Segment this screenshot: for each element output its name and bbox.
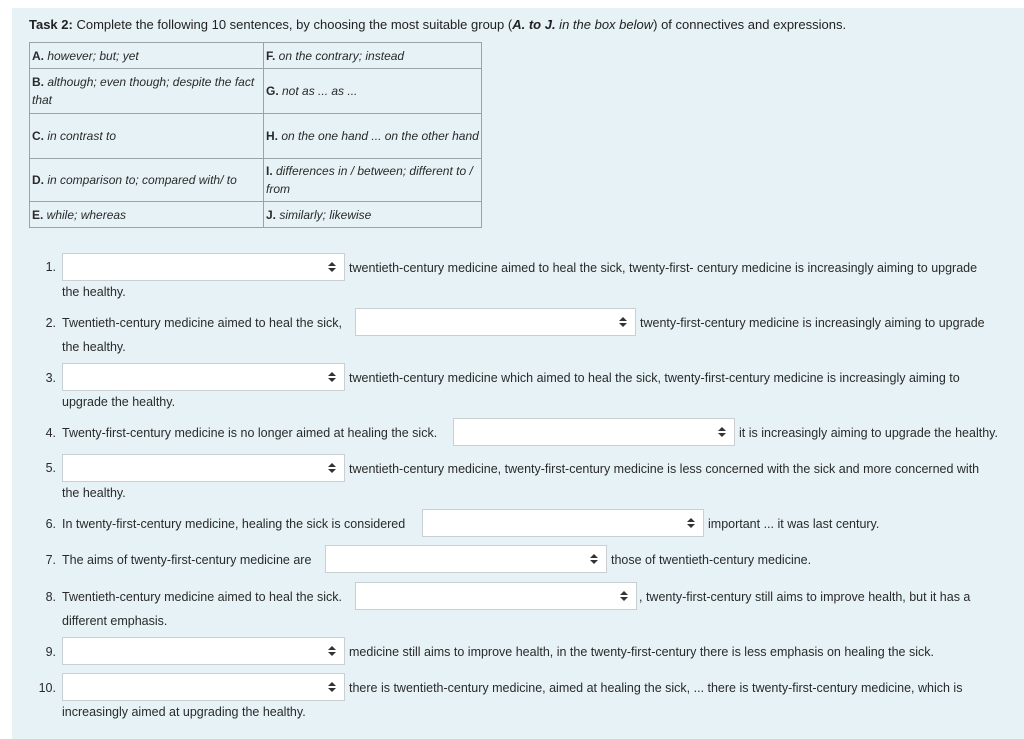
box-item-c: C. in contrast to [30, 114, 264, 159]
chevron-updown-icon [328, 372, 336, 384]
box-item-j: J. similarly; likewise [264, 202, 482, 228]
question-8-select[interactable] [355, 582, 637, 610]
question-2-select[interactable] [355, 308, 636, 336]
chevron-updown-icon [328, 682, 336, 694]
box-item-b: B. although; even though; despite the fact that [30, 69, 264, 114]
question-9-select[interactable] [62, 637, 345, 665]
box-item-h: H. on the one hand ... on the other hand [264, 114, 482, 159]
box-item-f: F. on the contrary; instead [264, 43, 482, 69]
question-1-select[interactable] [62, 253, 345, 281]
chevron-updown-icon [328, 262, 336, 274]
chevron-updown-icon [328, 646, 336, 658]
chevron-updown-icon [718, 427, 726, 439]
box-item-i: I. differences in / between; different to / from [264, 159, 482, 202]
box-item-e: E. while; whereas [30, 202, 264, 228]
chevron-updown-icon [590, 554, 598, 566]
connectives-box [29, 42, 482, 228]
chevron-updown-icon [687, 518, 695, 530]
box-item-g: G. not as ... as ... [264, 69, 482, 114]
task-instructions: Task 2: Complete the following 10 sentences, by choosing the most suitable group (A. to J. in the box below) of connectives and expressions. [29, 17, 847, 32]
chevron-updown-icon [620, 591, 628, 603]
task-panel: Task 2: Complete the following 10 sentences, by choosing the most suitable group (A. to J. in the box below) of connectives and expressions. A. however; but; yet F. on the contrary; instead B. although; even though; despite the fact that G. not as ... as ... C. in contrast to H. on the one hand ... on the other hand D. in comparison to; compared with/ to I. differences in / between; different to / from E. while; whereas J. similarly; likewise 1. twentieth-century medicine aimed to heal the sick, twenty-first- century medicine is increasingly aiming to upgrade the healthy. 2. Twentieth-century medicine aimed to heal the sick, twenty-first-century medicine is increasingly aiming to upgrade the healthy. 3. twentieth-century medicine which aimed to heal the sick, twenty-first-century medicine is increasingly aiming to upgrade the healthy. 4. Twenty-first-century medicine is no longer aimed at healing the sick. it is increasingly aiming to upgrade the healthy. 5. twentieth-century medicine, twenty-first-century medicine is less concerned with the sick and more concerned with the healthy. 6. In twenty-first-century medicine, healing the sick is considered important ... it was last century. 7. The aims of twenty-first-century medicine are those of twentieth-century medicine. 8. Twentieth-century medicine aimed to heal the sick. , twenty-first-century still aims to improve health, but it has a different emphasis. 9. medicine still aims to improve health, in the twenty-first-century there is less emphasis on healing the sick. 10. there is twentieth-century medicine, aimed at healing the sick, ... there is twenty-first-century medicine, which is increasingly aimed at upgrading the healthy. [12, 8, 1024, 739]
question-4-select[interactable] [453, 418, 735, 446]
question-3-select[interactable] [62, 363, 345, 391]
question-10-select[interactable] [62, 673, 345, 701]
chevron-updown-icon [619, 317, 627, 329]
question-7-select[interactable] [325, 545, 607, 573]
question-5-select[interactable] [62, 454, 345, 482]
box-item-d: D. in comparison to; compared with/ to [30, 159, 264, 202]
box-item-a: A. however; but; yet [30, 43, 264, 69]
question-6-select[interactable] [422, 509, 704, 537]
chevron-updown-icon [328, 463, 336, 475]
